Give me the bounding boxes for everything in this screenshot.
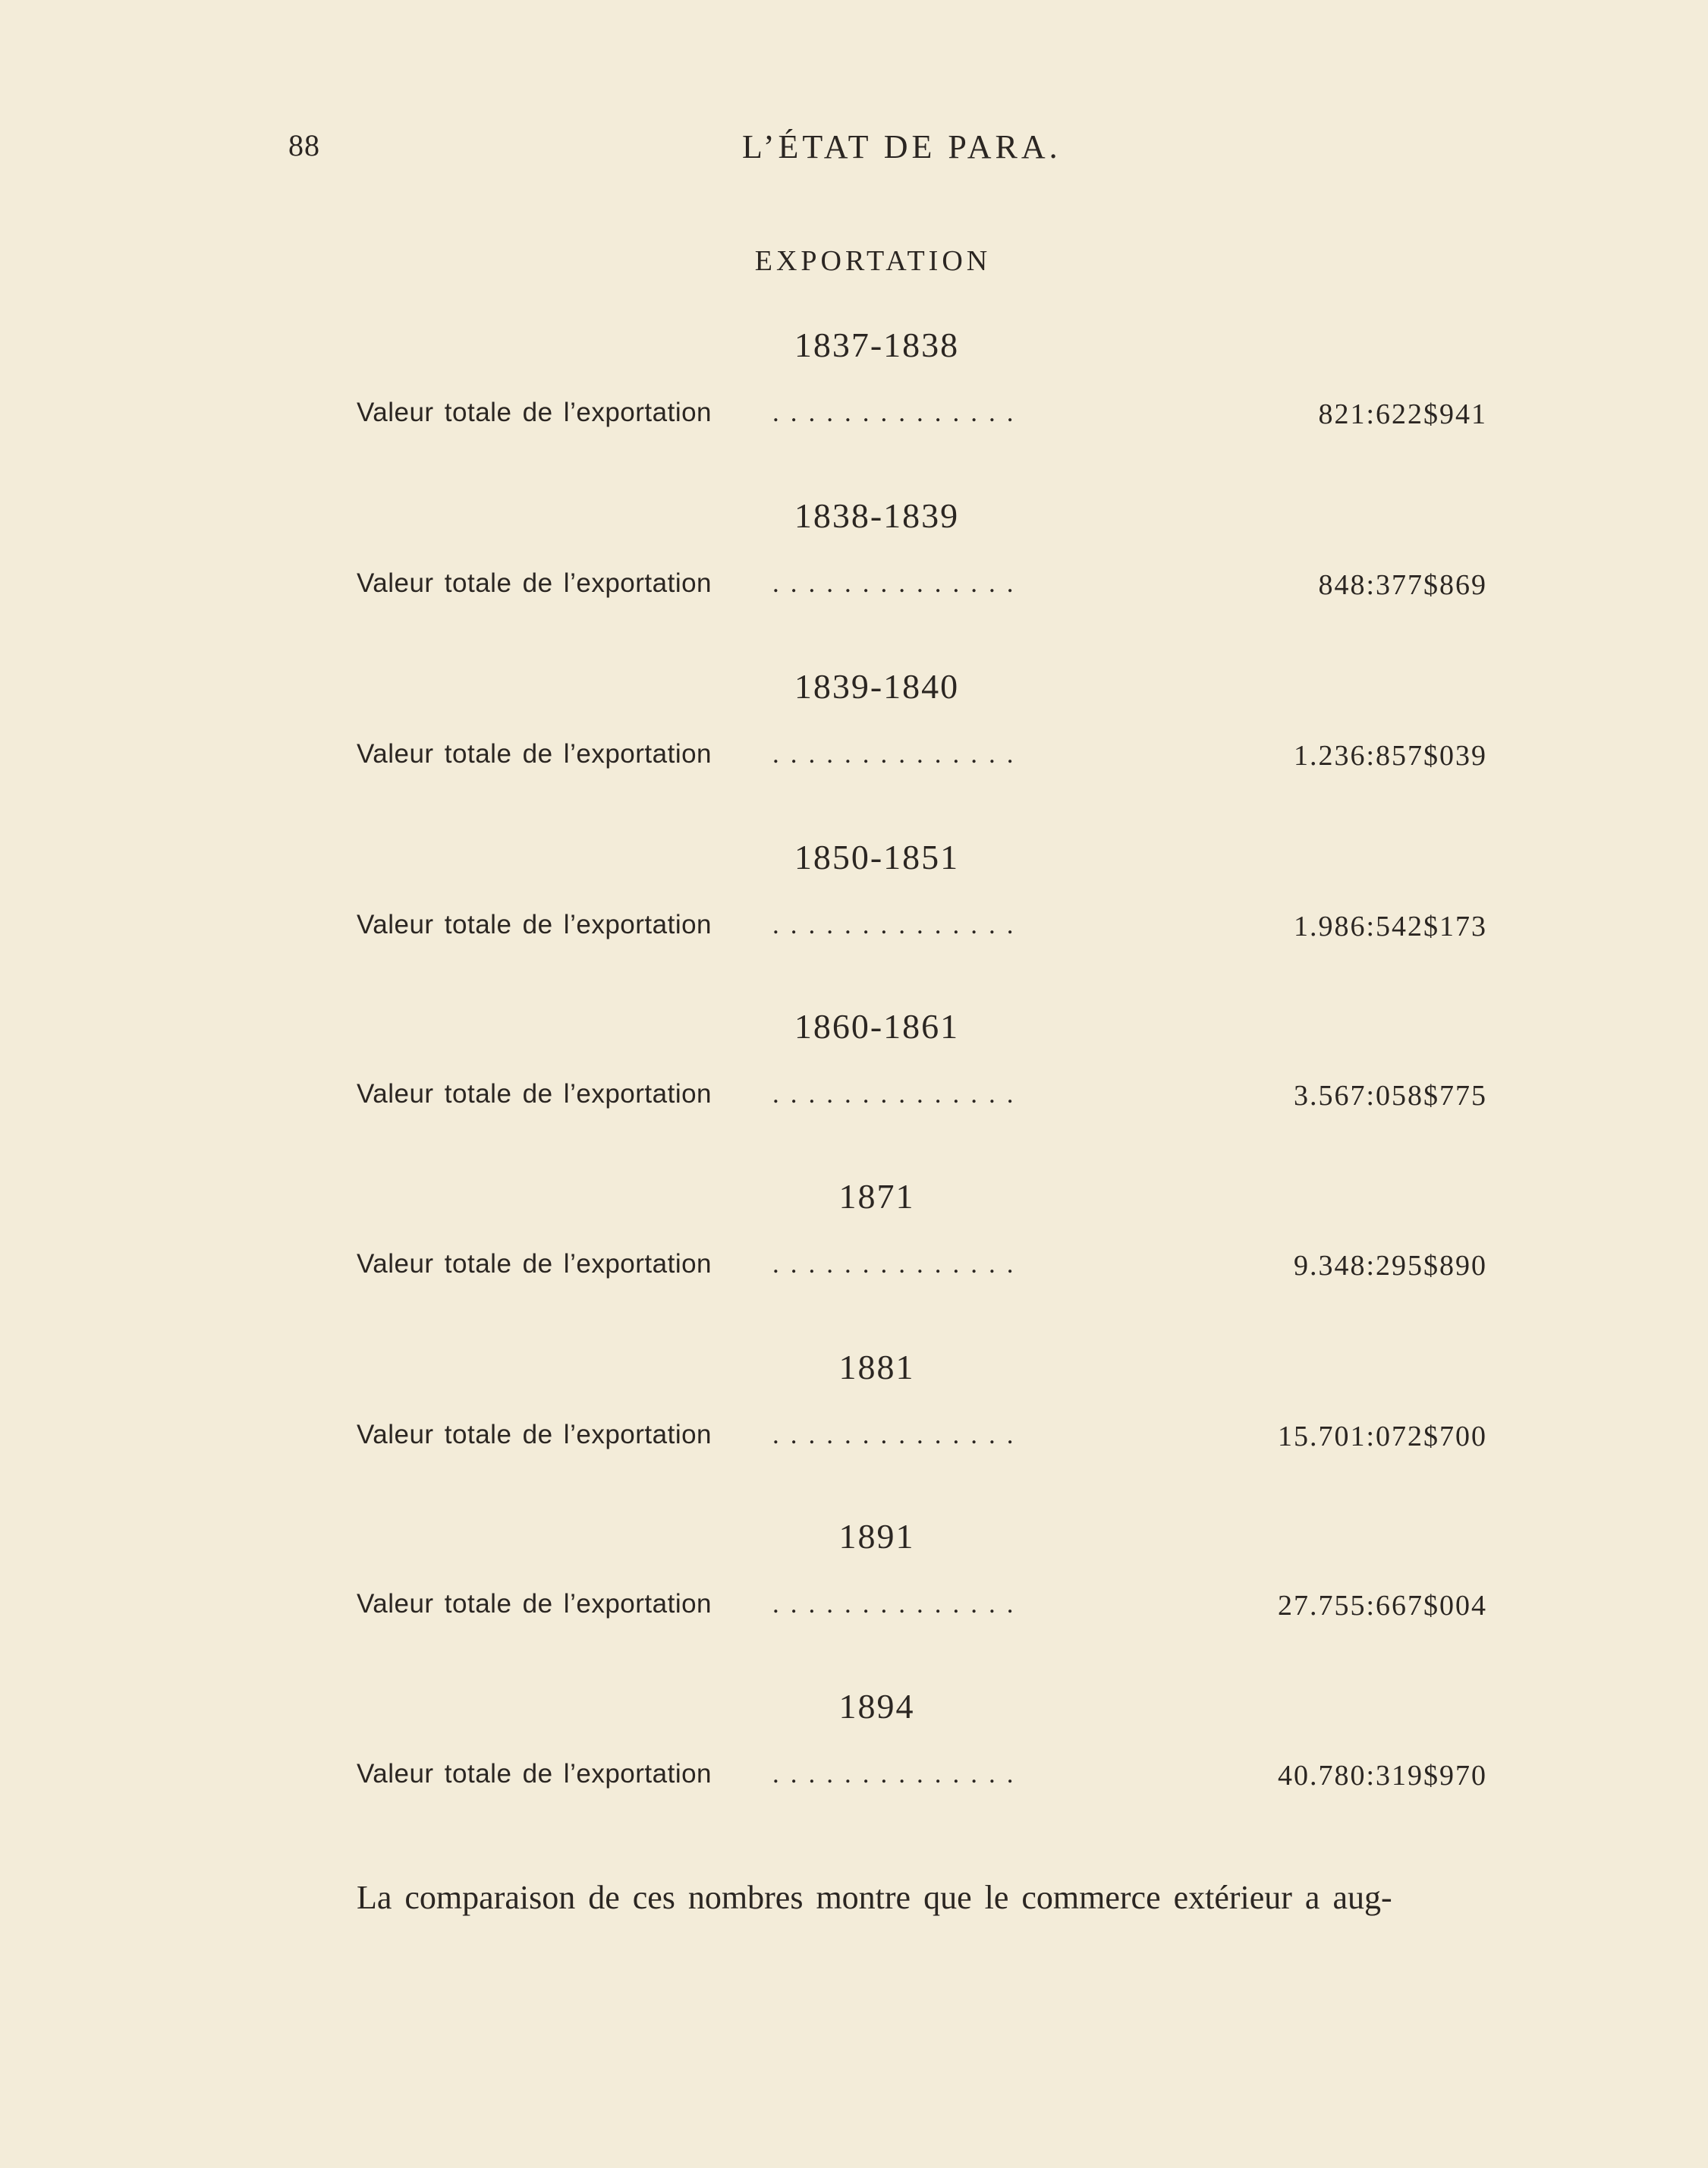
export-entry-1860-1861 xyxy=(0,1006,1708,1158)
entry-label: Valeur totale de l’exportation xyxy=(357,398,712,427)
entry-row xyxy=(357,1759,1487,1797)
dot-leader: .............. xyxy=(772,739,1025,769)
section-title: EXPORTATION xyxy=(754,245,992,277)
dot-leader: .............. xyxy=(772,1759,1025,1789)
entry-label: Valeur totale de l’exportation xyxy=(357,1589,712,1619)
entry-year: 1837-1838 xyxy=(794,326,960,364)
entry-value: 1.986:542$173 xyxy=(1293,911,1487,942)
entry-row xyxy=(357,1079,1487,1117)
export-entry-1839-1840 xyxy=(0,666,1708,818)
entry-year: 1891 xyxy=(838,1517,915,1556)
entry-year: 1860-1861 xyxy=(794,1007,960,1046)
dot-leader: .............. xyxy=(772,1079,1025,1109)
entry-label: Valeur totale de l’exportation xyxy=(357,1079,712,1109)
entry-row xyxy=(357,398,1487,436)
entry-year: 1838-1839 xyxy=(794,496,960,535)
entry-label: Valeur totale de l’exportation xyxy=(357,739,712,769)
entry-value: 27.755:667$004 xyxy=(1277,1590,1487,1622)
entry-year: 1894 xyxy=(838,1687,915,1726)
entry-label: Valeur totale de l’exportation xyxy=(357,1759,712,1789)
dot-leader: .............. xyxy=(772,568,1025,598)
entry-value: 821:622$941 xyxy=(1318,398,1487,430)
running-title: L’ÉTAT DE PARA. xyxy=(742,128,1062,165)
entry-row xyxy=(357,739,1487,777)
entry-year: 1871 xyxy=(838,1177,915,1216)
entry-label: Valeur totale de l’exportation xyxy=(357,910,712,939)
export-entry-1838-1839 xyxy=(0,496,1708,647)
entry-label: Valeur totale de l’exportation xyxy=(357,1249,712,1279)
dot-leader: .............. xyxy=(772,1249,1025,1279)
entry-label: Valeur totale de l’exportation xyxy=(357,568,712,598)
export-entry-1891 xyxy=(0,1516,1708,1668)
entry-year: 1881 xyxy=(838,1348,915,1386)
export-entry-1837-1838 xyxy=(0,325,1708,477)
export-entry-1894 xyxy=(0,1686,1708,1838)
entry-value: 1.236:857$039 xyxy=(1293,740,1487,772)
entry-value: 3.567:058$775 xyxy=(1293,1080,1487,1112)
entry-year: 1839-1840 xyxy=(794,667,960,706)
entry-label: Valeur totale de l’exportation xyxy=(357,1420,712,1449)
entry-value: 848:377$869 xyxy=(1318,569,1487,601)
running-head xyxy=(0,127,1708,173)
entry-year: 1850-1851 xyxy=(794,838,960,876)
closing-paragraph: La comparaison de ces nombres montre que le commerce extérieur a aug- xyxy=(357,1879,1392,1916)
entry-value: 15.701:072$700 xyxy=(1277,1421,1487,1452)
entry-value: 40.780:319$970 xyxy=(1277,1760,1487,1792)
entry-row xyxy=(357,568,1487,606)
export-entry-1850-1851 xyxy=(0,837,1708,989)
export-entry-1881 xyxy=(0,1347,1708,1499)
dot-leader: .............. xyxy=(772,398,1025,427)
dot-leader: .............. xyxy=(772,1420,1025,1449)
entry-row xyxy=(357,1249,1487,1287)
entry-value: 9.348:295$890 xyxy=(1293,1250,1487,1282)
entry-row xyxy=(357,1420,1487,1458)
page-number: 88 xyxy=(288,128,320,162)
export-entry-1871 xyxy=(0,1176,1708,1328)
dot-leader: .............. xyxy=(772,1589,1025,1619)
dot-leader: .............. xyxy=(772,910,1025,939)
entry-row xyxy=(357,1589,1487,1627)
entry-row xyxy=(357,910,1487,948)
